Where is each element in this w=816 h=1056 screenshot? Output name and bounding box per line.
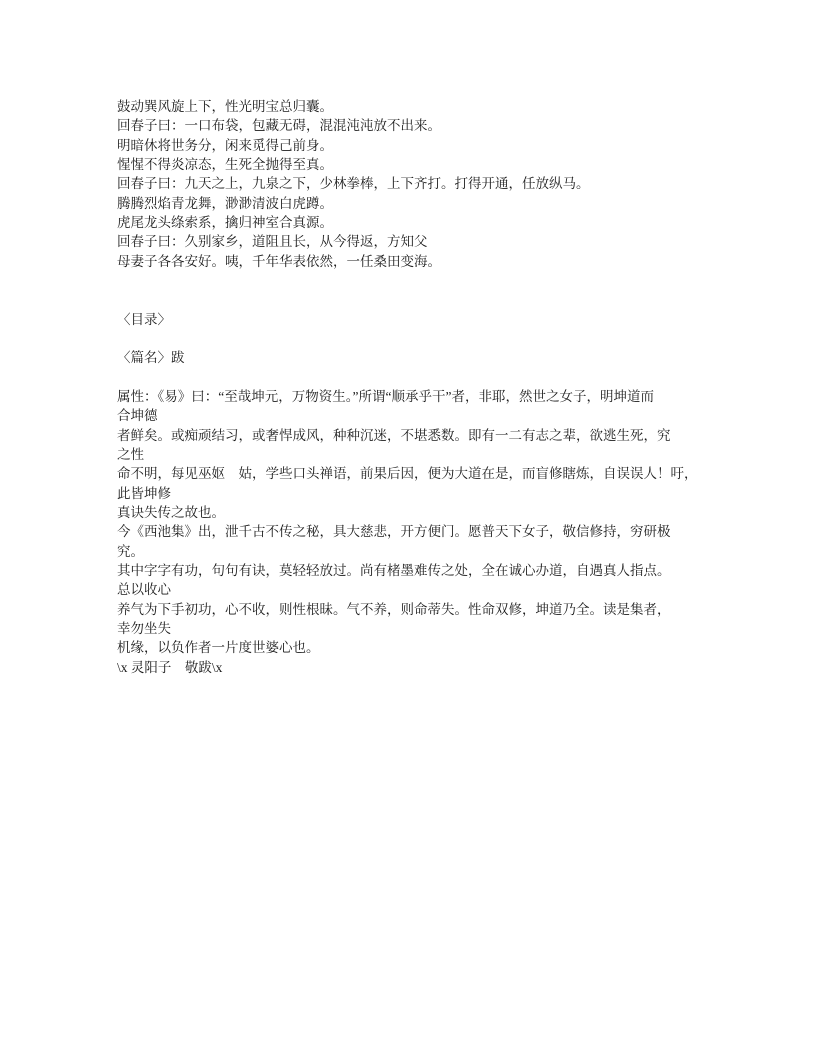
verse-line: 母妻子各各安好。咦，千年华表依然，一任桑田变海。	[117, 253, 441, 269]
postscript-line: 总以收心	[117, 582, 171, 598]
text-block	[117, 97, 777, 677]
verse-line: 虎尾龙头绦索系，擒归神室合真源。	[117, 214, 333, 230]
postscript-line: 此皆坤修	[117, 485, 171, 501]
postscript-line: 之性	[117, 446, 144, 462]
catalog-marker: 〈目录〉	[117, 311, 171, 327]
verse-line: 明暗休将世务分，闲来觅得己前身。	[117, 137, 333, 153]
postscript-line: 合坤德	[117, 408, 158, 424]
verse-line: 腾腾烈焰青龙舞，渺渺清波白虎蹲。	[117, 195, 333, 211]
verse-line: 鼓动巽风旋上下，性光明宝总归囊。	[117, 99, 333, 114]
section-heading: 〈篇名〉跋	[117, 350, 185, 366]
postscript-line: 者鲜矣。或痴顽结习，或奢悍成风，种种沉迷，不堪悉数。即有一二有志之辈，欲逃生死，究	[117, 427, 671, 443]
verse-line: 惺惺不得炎凉态，生死全抛得至真。	[117, 156, 333, 172]
postscript-line: 命不明，每见巫妪 姑，学些口头禅语，前果后因，便为大道在是，而盲修瞎炼，自误误人！吁，	[117, 466, 698, 482]
postscript-line: 究。	[117, 543, 144, 559]
postscript-line: 属性：《易》曰：“至哉坤元，万物资生。”所谓“顺承乎干”者，非耶，然世之女子，明坤道而	[117, 388, 654, 404]
postscript-line: 幸勿坐失	[117, 620, 171, 636]
verse-line: 回春子曰：一口布袋，包藏无碍，混混沌沌放不出来。	[117, 118, 441, 134]
verse-line: 回春子曰：久别家乡，道阻且长，从今得返，方知父	[117, 234, 428, 250]
postscript-line: 真诀失传之故也。	[117, 504, 225, 520]
postscript-line: 机缘，以负作者一片度世婆心也。	[117, 640, 320, 656]
verse-line: 回春子曰：九天之上，九泉之下，少林拳棒，上下齐打。打得开通，任放纵马。	[117, 176, 590, 192]
postscript-line: 养气为下手初功，心不收，则性根昧。气不养，则命蒂失。性命双修，坤道乃全。读是集者，	[117, 601, 671, 617]
signature-line: \x 灵阳子 敬跋\x	[117, 659, 223, 675]
postscript-line: 其中字字有功，句句有诀，莫轻轻放过。尚有楮墨难传之处，全在诚心办道，自遇真人指点。	[117, 562, 671, 578]
postscript-line: 今《西池集》出，泄千古不传之秘，具大慈悲，开方便门。愿普天下女子，敬信修持，穷研极	[117, 524, 671, 540]
